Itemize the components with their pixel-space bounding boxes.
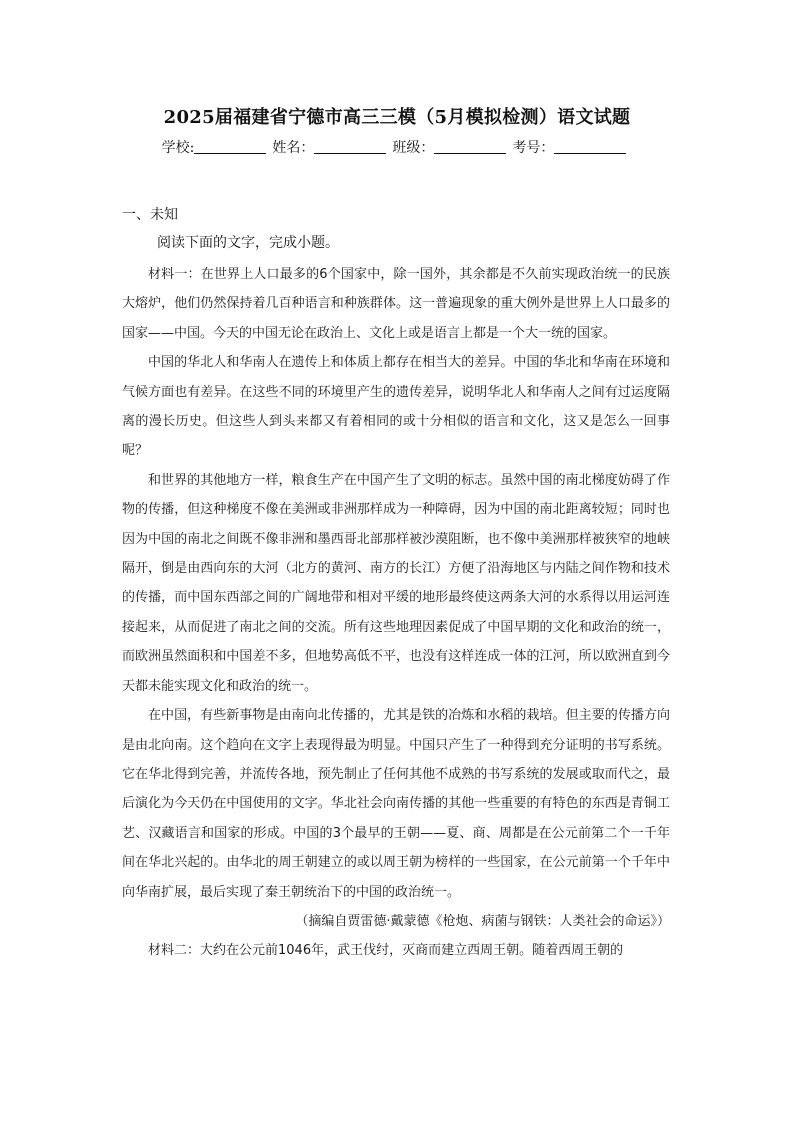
name-label: 姓名： [272, 140, 315, 156]
exam-no-label: 考号： [512, 140, 555, 156]
paragraph: 材料一：在世界上人口最多的6个国家中，除一国外，其余都是不久前实现政治统一的民族大熔炉，他们仍然保持着几百种语言和种族群体。这一普遍现象的重大例外是世界上人口最多的国家——中国。今天的中国无论在政治上、文化上或是语言上都是一个大一统的国家。 [122, 267, 670, 341]
paragraph-material-two: 材料二：大约在公元前1046年，武王伐纣，灭商而建立西周王朝。随着西周王朝的 [148, 943, 624, 959]
paragraph: 和世界的其他地方一样，粮食生产在中国产生了文明的标志。虽然中国的南北梯度妨碍了作物的传播，但这种梯度不像在美洲或非洲那样成为一种障碍，因为中国的南北距离较短；同时也因为中国的南北之间既不像非洲和墨西哥北部那样被沙漠阻断，也不像中美洲那样被狭窄的地峡隔开，倒是由西向东的大河（北方的黄河、南方的长江）方便了沿海地区与内陆之间作物和技术的传播，而中国东西部之间的广阔地带和相对平缓的地形最终使这两条大河的水系得以用运河连接起来，从而促进了南北之间的交流。所有这些地理因素促成了中国早期的文化和政治的统一，而欧洲虽然面积和中国差不多，但地势高低不平，也没有这样连成一体的江河，所以欧洲直到今天都未能实现文化和政治的统一。 [122, 472, 670, 694]
school-blank [194, 139, 266, 154]
school-label: 学校: [161, 140, 195, 156]
source-citation: （摘编自贾雷德·戴蒙德《枪炮、病菌与钢铁：人类社会的命运》） [295, 913, 670, 929]
class-blank [434, 139, 506, 154]
instruction-text: 阅读下面的文字，完成小题。 [157, 235, 339, 251]
name-blank [314, 139, 386, 154]
reading-passage [122, 260, 670, 966]
section-heading: 一、未知 [122, 207, 178, 223]
page-title: 2025届福建省宁德市高三三模（5月模拟检测）语文试题 [163, 107, 631, 128]
exam-no-blank [554, 139, 626, 154]
paragraph: 在中国，有些新事物是由南向北传播的，尤其是铁的冶炼和水稻的栽培。但主要的传播方向是由北向南。这个趋向在文字上表现得最为明显。中国只产生了一种得到充分证明的书写系统。它在华北得到完善，并流传各地，预先制止了任何其他不成熟的书写系统的发展或取而代之，最后演化为今天仍在中国使用的文字。华北社会向南传播的其他一些重要的有特色的东西是青铜工艺、汉藏语言和国家的形成。中国的3个最早的王朝——夏、商、周都是在公元前第二个一千年间在华北兴起的。由华北的周王朝建立的或以周王朝为榜样的一些国家，在公元前第一个千年中向华南扩展，最后实现了秦王朝统治下的中国的政治统一。 [122, 708, 670, 900]
paragraph: 中国的华北人和华南人在遗传上和体质上都存在相当大的差异。中国的华北和华南在环境和气候方面也有差异。在这些不同的环境里产生的遗传差异，说明华北人和华南人之间有过运度隔离的漫长历史。但这些人到头来都又有着相同的或十分相似的语言和文化，这又是怎么一回事呢？ [122, 355, 670, 459]
student-info-line [0, 137, 794, 157]
class-label: 班级： [392, 140, 435, 156]
